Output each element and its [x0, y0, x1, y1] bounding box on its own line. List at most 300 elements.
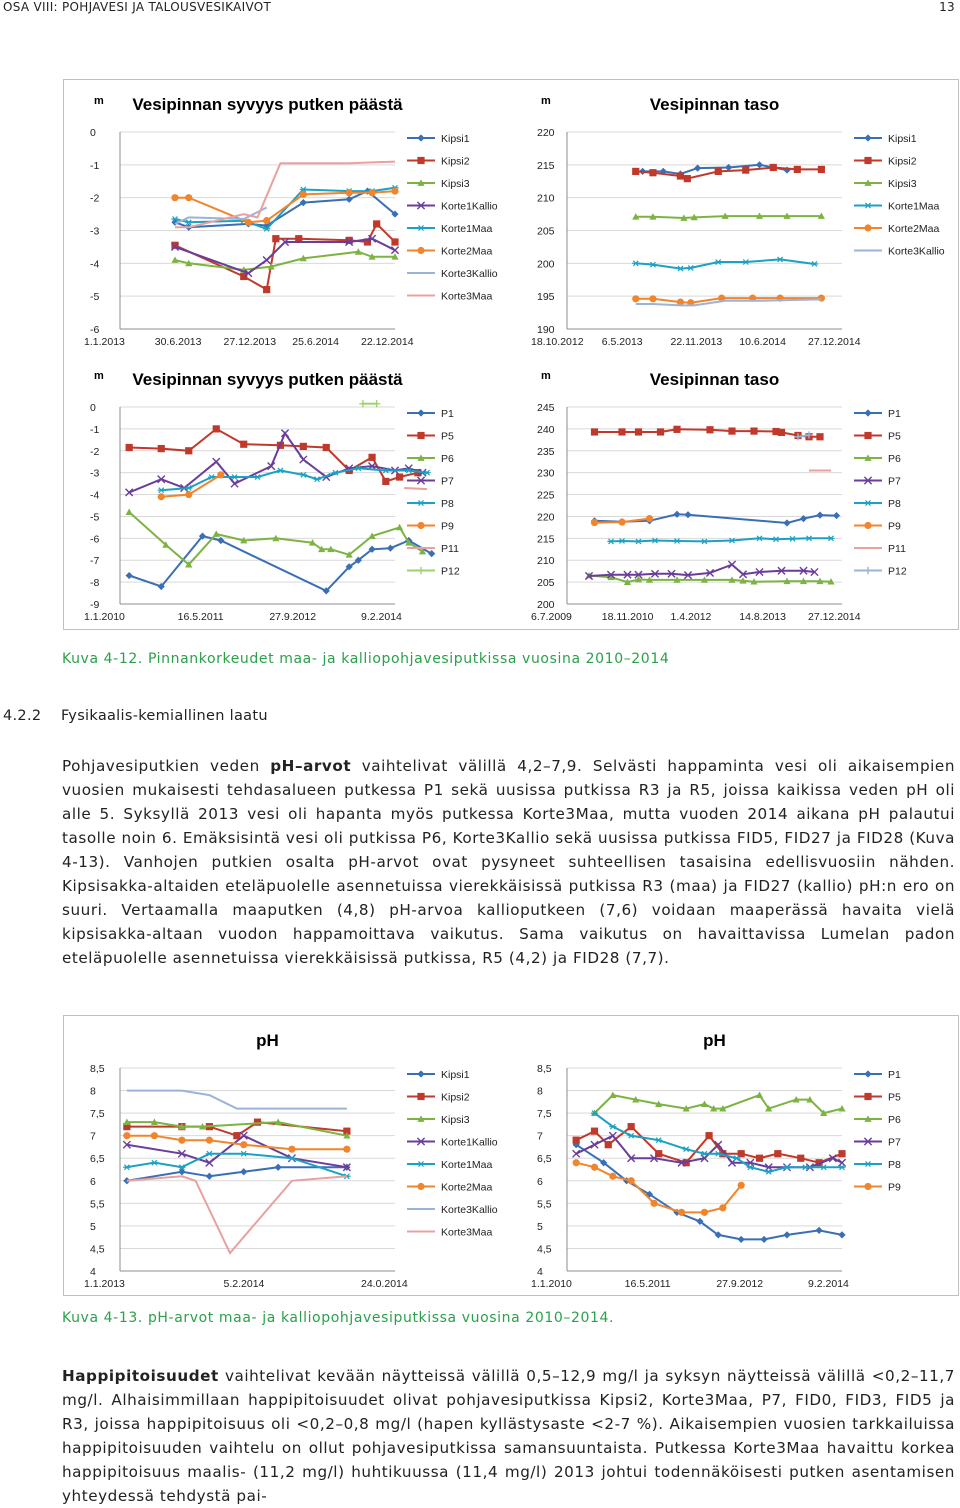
data-point — [628, 1177, 635, 1184]
data-point — [742, 166, 749, 173]
legend-label: Korte3Kallio — [441, 268, 498, 280]
legend-label: P11 — [441, 543, 459, 555]
data-point — [185, 447, 192, 454]
series-p8 — [607, 536, 834, 544]
data-point — [738, 1182, 745, 1189]
legend-item — [854, 223, 940, 235]
series-line — [636, 216, 822, 218]
series-line — [129, 433, 422, 492]
legend-item — [407, 566, 460, 578]
x-tick-label: 9.2.2014 — [361, 611, 402, 623]
series-line — [129, 536, 432, 591]
data-point — [573, 1137, 580, 1144]
legend-item — [407, 1159, 493, 1171]
legend-item — [407, 1204, 498, 1216]
data-point — [687, 265, 694, 270]
data-point — [206, 1173, 213, 1180]
chart-depth-2010-2014 — [64, 355, 511, 628]
legend-label: Korte3Kallio — [888, 245, 945, 258]
data-point — [760, 1236, 767, 1243]
legend-item — [407, 246, 493, 258]
y-tick-label: 6 — [537, 1175, 543, 1188]
paragraph-body: vaihtelivat kevään näytteissä välillä 0,5–12,9 mg/l ja syksyn näytteissä välillä <0,2–11,7 mg/l. Alhaisimmillaan happipitoisuudet olivat pohjavesiputkissa Kipsi2, Korte3Maa, P7, FID0, FID3, FID5 ja R3, joissa happipitoisuus oli <0,2–0,8 mg/l (hapen kyllästysaste <2-7 %). Aikaisempien vuosien tarkkailuissa happipitoisuuden vaihtelu on ollut pohjavesiputkissa samansuuntaista. Putkessa Korte3Maa havaittu korkea happipitoisuus maalis- (11,2 mg/l) huhtikuussa (11,4 mg/l) 2013 johtui todennäköisesti putken asentamisen yhteydessä tehdystä pai- — [62, 1367, 955, 1505]
y-tick-label: 215 — [537, 533, 555, 546]
data-point — [213, 458, 220, 465]
series-p1 — [591, 511, 840, 527]
data-point — [263, 256, 270, 263]
data-point — [618, 538, 625, 543]
legend-label: Kipsi2 — [441, 1091, 470, 1104]
data-point — [864, 432, 871, 439]
page-number: 13 — [939, 0, 955, 14]
data-point — [635, 539, 642, 544]
legend-item — [854, 521, 901, 533]
data-point — [678, 1209, 685, 1216]
x-tick-label: 27.9.2012 — [716, 1278, 764, 1290]
y-tick-label: -4 — [90, 489, 100, 502]
data-point — [797, 1155, 804, 1162]
x-tick-label: 6.5.2013 — [601, 336, 643, 348]
series-line — [404, 488, 427, 489]
data-point — [417, 247, 424, 254]
legend-label: P1 — [441, 408, 454, 420]
data-point — [346, 196, 353, 203]
data-point — [705, 1132, 712, 1139]
legend-item — [407, 178, 470, 190]
data-point — [632, 168, 639, 175]
data-point — [607, 539, 614, 544]
data-point — [185, 491, 192, 498]
chart-level-2012-2014 — [511, 80, 958, 353]
data-point — [756, 1091, 763, 1097]
data-point — [805, 536, 812, 541]
series-kipsi3 — [632, 212, 825, 220]
data-point — [387, 545, 394, 552]
data-point — [240, 1141, 247, 1148]
series-line — [175, 239, 395, 274]
data-point — [171, 194, 178, 201]
legend-label: P7 — [888, 475, 901, 488]
data-point — [158, 488, 165, 493]
data-point — [423, 470, 430, 475]
data-point — [240, 441, 247, 448]
y-tick-label: 200 — [537, 599, 555, 611]
data-point — [765, 1169, 772, 1174]
series-p1 — [573, 1141, 846, 1243]
y-tick-label: 8,5 — [537, 1063, 552, 1075]
y-tick-label: -6 — [90, 324, 100, 336]
data-point — [417, 1093, 424, 1100]
series-p9 — [573, 1159, 745, 1216]
y-tick-label: 8,5 — [90, 1063, 105, 1075]
legend-item — [854, 1069, 901, 1081]
data-point — [573, 1159, 580, 1166]
x-tick-label: 9.2.2014 — [808, 1278, 849, 1290]
legend-item — [407, 521, 454, 533]
series-p6 — [591, 1091, 846, 1116]
y-tick-label: -2 — [90, 192, 100, 205]
series-korte2maa — [171, 188, 398, 226]
legend-item — [854, 246, 945, 258]
y-tick-label: 210 — [537, 192, 555, 205]
x-tick-label: 27.12.2013 — [223, 336, 277, 348]
figure-caption: Kuva 4-12. Pinnankorkeudet maa- ja kalliopohjavesiputkissa vuosina 2010–2014 — [62, 651, 670, 667]
series-line — [127, 1176, 347, 1253]
y-tick-label: 7,5 — [90, 1108, 105, 1121]
legend-item — [854, 431, 901, 443]
legend-item — [854, 498, 901, 510]
data-point — [646, 515, 653, 522]
legend-label: Kipsi3 — [441, 178, 470, 190]
series-line — [576, 1163, 741, 1213]
data-point — [373, 400, 380, 407]
data-point — [206, 1151, 213, 1156]
data-point — [151, 1132, 158, 1139]
data-point — [827, 536, 834, 541]
data-point — [417, 157, 424, 164]
paragraph-lead: Pohjavesiputkien veden — [62, 757, 271, 775]
data-point — [275, 1164, 282, 1171]
legend-item — [854, 178, 917, 190]
data-point — [715, 1151, 722, 1156]
data-point — [864, 500, 871, 505]
data-point — [158, 445, 165, 452]
y-tick-label: 4,5 — [537, 1243, 552, 1256]
data-point — [864, 134, 871, 141]
legend-item — [854, 133, 917, 145]
data-point — [820, 1165, 827, 1170]
data-point — [783, 1231, 790, 1238]
series-line — [127, 1136, 347, 1168]
data-point — [770, 164, 777, 171]
data-point — [618, 519, 625, 526]
series-kipsi3 — [171, 248, 398, 273]
running-header: OSA VIII: POHJAVESI JA TALOUSVESIKAIVOT — [3, 0, 272, 14]
legend-label: P1 — [888, 1069, 901, 1081]
x-tick-label: 1.1.2013 — [84, 336, 125, 348]
y-tick-label: -2 — [90, 445, 100, 458]
data-point — [272, 235, 279, 242]
legend-item — [407, 133, 470, 145]
data-point — [650, 1200, 657, 1207]
data-point — [783, 1165, 790, 1170]
data-point — [772, 537, 779, 542]
legend-label: P6 — [888, 453, 901, 465]
data-point — [417, 522, 424, 529]
legend-item — [407, 156, 470, 168]
legend-item — [407, 1114, 470, 1126]
data-point — [701, 539, 708, 544]
chart-title: Vesipinnan syvyys putken päästä — [132, 95, 403, 114]
legend-label: P6 — [888, 1114, 901, 1126]
legend-item — [854, 1159, 901, 1171]
data-point — [794, 166, 801, 173]
data-point — [811, 261, 818, 266]
paragraph-ph — [62, 754, 955, 970]
data-point — [391, 247, 398, 254]
data-point — [683, 1147, 690, 1152]
y-tick-label: -1 — [90, 159, 100, 172]
data-point — [123, 1132, 130, 1139]
data-point — [632, 261, 639, 266]
data-point — [864, 157, 871, 164]
chart-title: pH — [703, 1031, 726, 1050]
y-tick-label: -9 — [90, 599, 100, 611]
legend-item — [407, 291, 493, 303]
data-point — [300, 191, 307, 198]
data-point — [126, 444, 133, 451]
series-line — [595, 1095, 843, 1113]
chart-title: Vesipinnan syvyys putken päästä — [132, 370, 403, 389]
y-tick-label: 245 — [537, 402, 555, 414]
legend-item — [407, 1182, 493, 1194]
legend-label: Kipsi3 — [888, 178, 917, 190]
legend-item — [407, 408, 454, 420]
data-point — [747, 1165, 754, 1170]
data-point — [864, 1161, 871, 1166]
data-point — [677, 172, 684, 179]
legend-label: Korte1Maa — [888, 200, 940, 213]
legend-item — [854, 1092, 901, 1104]
data-point — [254, 475, 261, 480]
legend-label: P5 — [888, 430, 901, 443]
x-tick-label: 6.7.2009 — [531, 611, 572, 623]
legend-label: Kipsi2 — [888, 155, 917, 168]
x-tick-label: 27.12.2014 — [808, 611, 861, 623]
legend-label: P12 — [888, 565, 907, 578]
series-p5 — [591, 426, 824, 441]
legend-label: Korte3Maa — [441, 1226, 493, 1239]
y-tick-label: 5 — [537, 1220, 543, 1233]
data-point — [263, 217, 270, 224]
data-point — [417, 409, 424, 416]
axis-unit: m — [94, 370, 104, 382]
data-point — [715, 168, 722, 175]
legend-label: Korte3Maa — [441, 290, 493, 303]
paragraph-oxygen — [62, 1364, 955, 1508]
series-p8 — [591, 1111, 846, 1175]
data-point — [838, 1231, 845, 1238]
series-line — [127, 1091, 347, 1109]
y-tick-label: 7 — [90, 1130, 96, 1143]
legend-label: P9 — [441, 520, 454, 533]
data-point — [373, 220, 380, 227]
data-point — [240, 1151, 247, 1156]
series-korte1maa — [123, 1151, 350, 1179]
data-point — [833, 512, 840, 519]
x-tick-label: 22.11.2013 — [670, 336, 723, 348]
y-tick-label: 6,5 — [537, 1153, 552, 1166]
chart-ph-2010-2014 — [511, 1016, 958, 1295]
x-tick-label: 16.5.2011 — [177, 611, 224, 623]
data-point — [591, 1128, 598, 1135]
legend-item — [407, 1069, 470, 1081]
data-point — [864, 224, 871, 231]
legend-label: P8 — [441, 498, 454, 510]
legend-item — [854, 476, 901, 488]
x-tick-label: 27.9.2012 — [269, 611, 317, 623]
y-tick-label: 205 — [537, 225, 555, 238]
data-point — [343, 1146, 350, 1153]
data-point — [719, 1204, 726, 1211]
chart-depth-2013-2014 — [64, 80, 511, 353]
legend-label: Korte3Kallio — [441, 1204, 498, 1216]
legend-label: P9 — [888, 520, 901, 533]
y-tick-label: 4 — [537, 1266, 543, 1278]
data-point — [368, 189, 375, 196]
data-point — [359, 400, 366, 407]
data-point — [618, 428, 625, 435]
page-header — [0, 0, 960, 16]
data-point — [818, 295, 825, 302]
figure-water-levels — [63, 79, 959, 630]
series-line — [636, 259, 815, 268]
legend-label: Kipsi2 — [441, 155, 470, 168]
legend-item — [407, 431, 454, 443]
series-line — [175, 224, 395, 290]
data-point — [231, 480, 238, 487]
y-tick-label: -3 — [90, 467, 100, 480]
data-point — [417, 1070, 424, 1077]
legend-label: Korte1Maa — [441, 223, 493, 235]
legend-label: Korte1Kallio — [441, 200, 498, 213]
axis-unit: m — [541, 370, 551, 382]
data-point — [632, 295, 639, 302]
y-tick-label: 4,5 — [90, 1243, 105, 1256]
legend-label: Kipsi1 — [441, 133, 470, 145]
data-point — [774, 1150, 781, 1157]
y-tick-label: 6,5 — [90, 1153, 105, 1166]
y-tick-label: 7 — [537, 1130, 543, 1143]
legend-label: Korte1Kallio — [441, 1136, 498, 1149]
section-number: 4.2.2 — [3, 708, 42, 724]
series-p1 — [126, 533, 436, 595]
series-korte1maa — [632, 257, 818, 271]
data-point — [655, 1138, 662, 1143]
legend-item — [407, 476, 454, 488]
legend-item — [854, 566, 907, 578]
y-tick-label: 240 — [537, 423, 555, 436]
y-tick-label: -5 — [90, 291, 100, 304]
x-tick-label: 5.2.2014 — [223, 1278, 265, 1290]
legend-item — [854, 201, 940, 213]
data-point — [738, 1236, 745, 1243]
data-point — [728, 427, 735, 434]
chart-title: Vesipinnan taso — [649, 95, 780, 114]
y-tick-label: 8 — [90, 1085, 96, 1098]
series-kipsi2 — [171, 220, 398, 293]
chart-title: pH — [256, 1031, 279, 1050]
data-point — [649, 169, 656, 176]
x-tick-label: 14.8.2013 — [739, 611, 786, 623]
data-point — [263, 286, 270, 293]
data-point — [609, 1173, 616, 1180]
legend-item — [854, 408, 901, 420]
legend-item — [854, 453, 901, 465]
y-tick-label: 220 — [537, 127, 555, 139]
data-point — [178, 1137, 185, 1144]
x-tick-label: 10.6.2014 — [739, 336, 786, 348]
series-p11 — [404, 488, 427, 489]
data-point — [313, 477, 320, 482]
data-point — [417, 225, 424, 230]
data-point — [591, 519, 598, 526]
data-point — [783, 519, 790, 526]
legend-label: Korte1Maa — [441, 1159, 493, 1171]
legend-label: P5 — [441, 430, 454, 443]
data-point — [733, 1156, 740, 1161]
data-point — [417, 134, 424, 141]
data-point — [864, 1070, 871, 1077]
x-tick-label: 18.11.2010 — [601, 611, 654, 623]
series-p5 — [126, 425, 422, 485]
data-point — [185, 485, 192, 490]
legend-label: Kipsi3 — [441, 1114, 470, 1126]
data-point — [300, 456, 307, 463]
data-point — [706, 426, 713, 433]
x-tick-label: 1.1.2010 — [84, 611, 125, 623]
data-point — [649, 295, 656, 302]
legend-label: Korte2Maa — [441, 1181, 493, 1194]
y-tick-label: 220 — [537, 511, 555, 524]
x-tick-label: 1.4.2012 — [670, 611, 712, 623]
paragraph-bold-term: pH–arvot — [270, 757, 352, 775]
legend-label: P8 — [888, 498, 901, 510]
data-point — [591, 428, 598, 435]
legend-item — [407, 453, 454, 465]
data-point — [694, 165, 701, 172]
y-tick-label: -8 — [90, 577, 100, 590]
section-heading — [3, 708, 268, 724]
data-point — [756, 161, 763, 168]
y-tick-label: 4 — [90, 1266, 96, 1278]
legend-label: P5 — [888, 1091, 901, 1104]
x-tick-label: 22.12.2014 — [361, 336, 414, 348]
data-point — [864, 203, 871, 208]
legend-item — [854, 156, 917, 168]
y-tick-label: 6 — [90, 1175, 96, 1188]
legend-label: P12 — [441, 565, 460, 578]
x-tick-label: 1.1.2010 — [531, 1278, 572, 1290]
series-p7 — [126, 430, 427, 496]
legend-item — [407, 268, 498, 280]
data-point — [778, 429, 785, 436]
y-tick-label: 0 — [90, 402, 96, 414]
data-point — [254, 1119, 261, 1126]
series-p5 — [573, 1123, 846, 1166]
y-tick-label: 5,5 — [537, 1198, 552, 1211]
data-point — [382, 478, 389, 485]
legend-item — [407, 1227, 493, 1239]
data-point — [789, 536, 796, 541]
data-point — [417, 1161, 424, 1166]
data-point — [417, 432, 424, 439]
legend-item — [407, 498, 454, 510]
data-point — [756, 1155, 763, 1162]
legend-item — [407, 1137, 498, 1149]
data-point — [838, 1165, 845, 1170]
data-point — [635, 428, 642, 435]
legend-label: Kipsi1 — [888, 133, 917, 145]
y-tick-label: -3 — [90, 225, 100, 238]
data-point — [391, 188, 398, 195]
series-p7 — [585, 561, 818, 580]
y-tick-label: 210 — [537, 555, 555, 568]
data-point — [591, 1164, 598, 1171]
y-tick-label: 0 — [90, 127, 96, 139]
data-point — [206, 1137, 213, 1144]
series-line — [576, 1136, 842, 1168]
